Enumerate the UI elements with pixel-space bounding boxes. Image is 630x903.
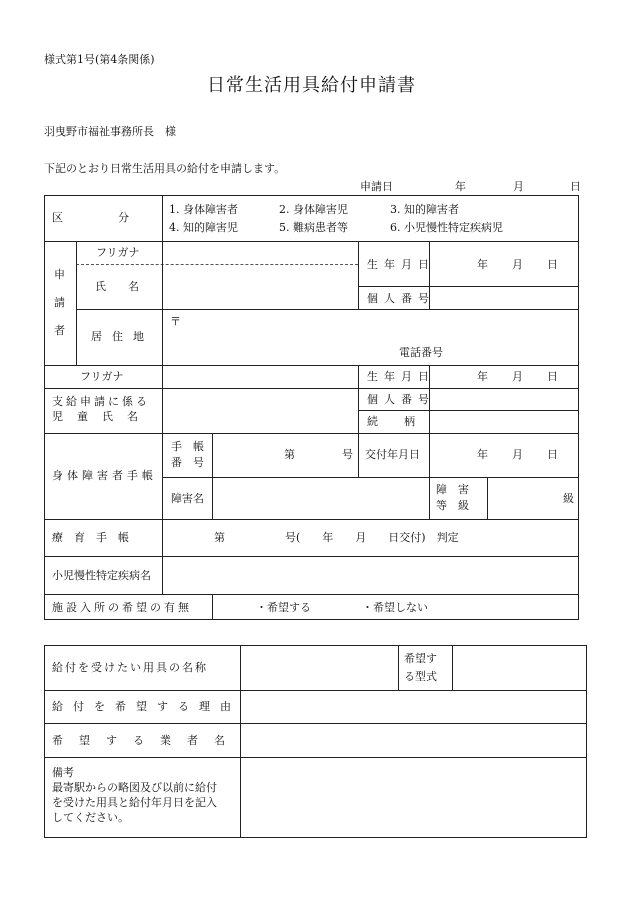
apply-year-label: 年: [455, 180, 466, 193]
issue-month: 月: [512, 448, 523, 461]
book-number-dai: 第: [284, 448, 295, 461]
intro-text: 下記のとおり日常生活用具の給付を申請します。: [44, 162, 286, 175]
category-option-1[interactable]: 1. 身体障害者: [169, 203, 238, 216]
child-birth-month: 月: [512, 370, 523, 383]
category-label: 区 分: [52, 211, 129, 224]
phone-label: 電話番号: [399, 346, 443, 359]
applicant-birth-day: 日: [547, 258, 558, 271]
remarks-title: 備考: [52, 766, 74, 779]
applicant-birth-month: 月: [512, 258, 523, 271]
issue-day: 日: [547, 448, 558, 461]
item-name-label: 給付を受けたい用具の名称: [52, 661, 208, 674]
child-birthdate-label: 生年月日: [367, 370, 435, 383]
facility-option-no[interactable]: ・希望しない: [362, 601, 428, 614]
reason-label: 給付を希望する理由: [52, 700, 241, 713]
ryoiku-detail: 号( 年 月 日交付) 判定: [285, 531, 459, 544]
book-number-label-1: 手 帳: [171, 440, 204, 453]
remarks-line-1: 最寄駅からの略図及び以前に給付: [52, 781, 217, 794]
form-number: 様式第1号(第4条関係): [44, 53, 155, 66]
applicant-group-label-1: 申: [54, 268, 65, 281]
child-relation-label: 続柄: [367, 415, 441, 428]
apply-date-label: 申請日: [360, 180, 393, 193]
model-label-1: 希望す: [404, 652, 437, 665]
remarks-line-3: してください。: [52, 811, 129, 824]
addressee: 羽曳野市福祉事務所長 様: [44, 125, 176, 138]
child-name-label-2: 児童氏名: [52, 410, 152, 423]
postal-mark: 〒: [170, 315, 181, 328]
disability-book-label: 身体障害者手帳: [52, 469, 157, 482]
ryoiku-dai: 第: [214, 531, 225, 544]
category-option-5[interactable]: 5. 難病患者等: [279, 221, 348, 234]
chronic-disease-label: 小児慢性特定疾病名: [52, 569, 151, 582]
model-label-2: る型式: [404, 670, 437, 683]
applicant-address-label: 居住地: [91, 330, 154, 343]
child-name-label-1: 支給申請に係る: [52, 395, 150, 408]
applicant-personal-number-label: 個人番号: [367, 292, 435, 305]
disability-name-label: 障害名: [171, 492, 204, 505]
grade-label-1: 障 害: [436, 483, 469, 496]
book-number-go: 号: [342, 448, 353, 461]
category-option-6[interactable]: 6. 小児慢性特定疾病児: [390, 221, 503, 234]
page-title: 日常生活用具給付申請書: [207, 75, 416, 96]
applicant-name-label: 氏 名: [95, 280, 139, 293]
category-option-4[interactable]: 4. 知的障害児: [169, 221, 238, 234]
category-option-3[interactable]: 3. 知的障害者: [390, 203, 459, 216]
applicant-furigana-label: フリガナ: [96, 246, 140, 259]
applicant-birth-year: 年: [477, 258, 488, 271]
child-birth-year: 年: [477, 370, 488, 383]
apply-day-label: 日: [570, 180, 581, 193]
apply-month-label: 月: [513, 180, 524, 193]
facility-label: 施設入所の希望の有無: [52, 601, 192, 614]
child-furigana-label: フリガナ: [80, 370, 124, 383]
applicant-group-label-3: 者: [54, 324, 65, 337]
facility-option-yes[interactable]: ・希望する: [256, 601, 311, 614]
applicant-birthdate-label: 生年月日: [367, 258, 435, 271]
issue-year: 年: [477, 448, 488, 461]
issue-date-label: 交付年月日: [365, 448, 420, 461]
remarks-line-2: を受けた用具と給付年月日を記入: [52, 796, 217, 809]
category-option-2[interactable]: 2. 身体障害児: [279, 203, 348, 216]
book-number-label-2: 番 号: [171, 456, 204, 469]
ryoiku-label: 療 育 手 帳: [52, 531, 129, 544]
vendor-label: 希望する業者名: [52, 734, 241, 747]
child-birth-day: 日: [547, 370, 558, 383]
grade-label-2: 等 級: [436, 499, 469, 512]
applicant-group-label-2: 請: [54, 296, 65, 309]
child-personal-number-label: 個人番号: [367, 393, 435, 406]
grade-kyu: 級: [563, 492, 574, 505]
